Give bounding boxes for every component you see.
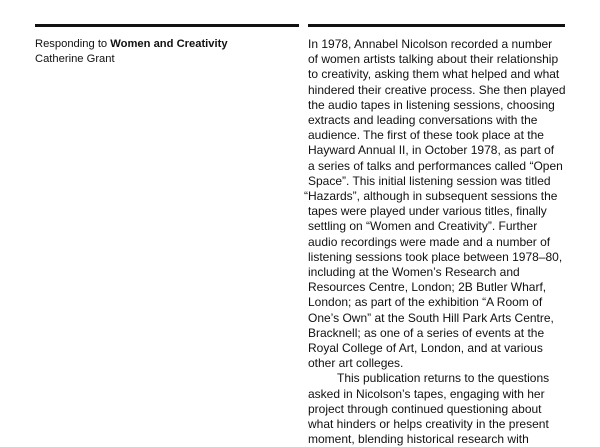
- body-line: extracts and leading conversations with the: [308, 113, 538, 128]
- article-body: [304, 37, 570, 447]
- body-line: Hayward Annual II, in October 1978, as part of: [308, 143, 555, 158]
- body-line: Resources Centre, London; 2B Butler Wharf,: [308, 280, 547, 295]
- article-title: Women and Creativity: [110, 38, 228, 50]
- body-line: including at the Women’s Research and: [308, 265, 520, 280]
- paragraph-1: [304, 37, 570, 371]
- body-line: the audio tapes in listening sessions, choosing: [308, 97, 555, 112]
- body-line: of women artists talking about their relationship: [308, 52, 559, 67]
- body-line: a series of talks and performances called “Open: [308, 158, 563, 173]
- body-line: what hinders or helps creativity in the present: [308, 417, 549, 432]
- body-line: Space”. This initial listening session was titled: [308, 173, 551, 188]
- body-line: audio recordings were made and a number of: [308, 234, 551, 249]
- body-line: Bracknell; as one of a series of events at the: [308, 325, 545, 340]
- body-line: to creativity, asking them what helped and what: [308, 67, 560, 82]
- body-line: settling on “Women and Creativity”. Further: [308, 219, 538, 234]
- body-line: This publication returns to the questions: [337, 371, 550, 386]
- body-line: In 1978, Annabel Nicolson recorded a number: [308, 37, 553, 51]
- body-line: other art colleges.: [308, 356, 404, 371]
- body-line: “Hazards”, although in subsequent sessions the: [304, 189, 558, 204]
- body-line: tapes were played under various titles, finally: [308, 204, 547, 219]
- body-line: asked in Nicolson’s tapes, engaging with her: [308, 386, 545, 401]
- left-column-rule: [35, 24, 299, 27]
- article-author: Catherine Grant: [35, 53, 115, 65]
- article-header: [35, 37, 295, 67]
- article-title-line: [35, 37, 295, 52]
- right-column-rule: [308, 24, 565, 27]
- body-line: audience. The first of these took place at the: [308, 128, 544, 143]
- body-line: London; as part of the exhibition “A Room of: [308, 295, 543, 310]
- title-prefix: Responding to: [35, 38, 111, 50]
- body-line: moment, blending historical research with: [308, 432, 529, 447]
- body-line: One’s Own” at the South Hill Park Arts Centre,: [308, 310, 554, 325]
- paragraph-2: [308, 371, 570, 447]
- body-line: Royal College of Art, London, and at various: [308, 341, 543, 356]
- body-line: listening sessions took place between 1978–80,: [308, 249, 563, 264]
- body-line: hindered their creative process. She then played: [308, 82, 566, 97]
- body-line: project through continued questioning about: [308, 401, 542, 416]
